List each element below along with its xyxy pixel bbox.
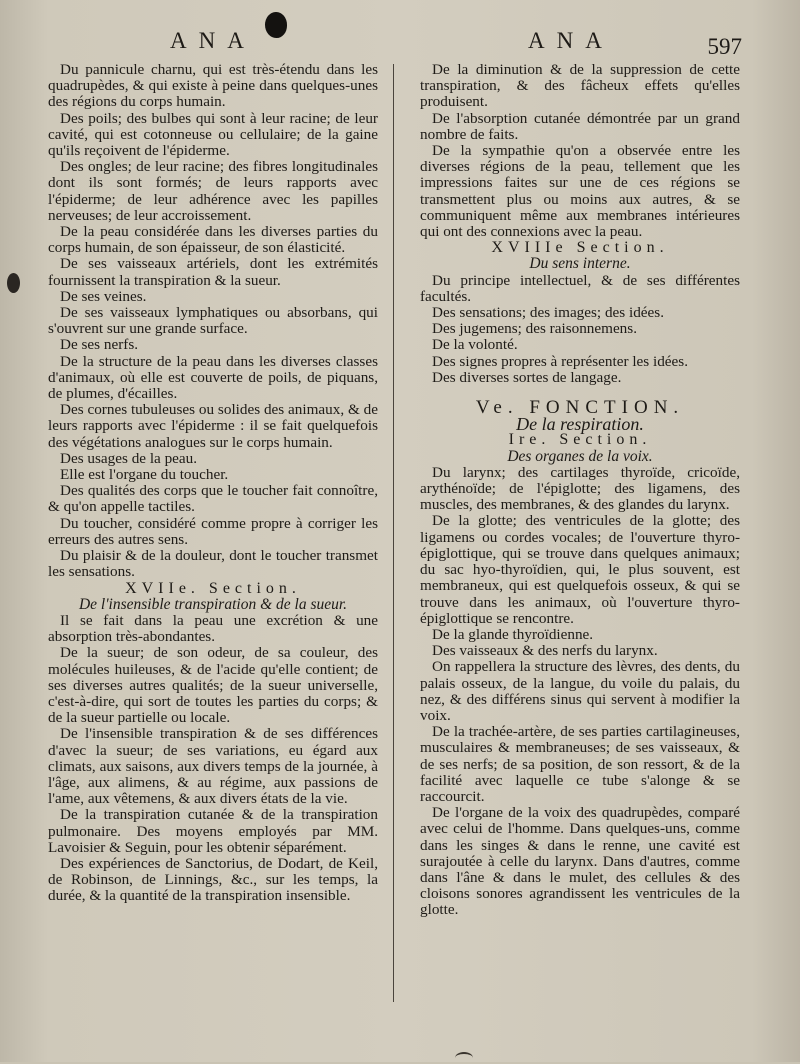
paragraph: Des signes propres à représenter les idées. <box>432 352 688 370</box>
column-divider <box>393 64 394 1002</box>
paragraph: Des vaisseaux & des nerfs du larynx. <box>432 642 658 660</box>
section-heading: Ire. Section. <box>508 431 652 449</box>
paragraph: Du toucher, considéré comme propre à corriger les erreurs des autres sens. <box>48 514 378 548</box>
paragraph: Du pannicule charnu, qui est très-étendu dans les quadrupèdes, & qui existe à peine dans quelques-unes des régions du corps humain. <box>48 61 378 111</box>
paragraph: De ses vaisseaux lymphatiques ou absorbans, qui s'ouvrent sur une grande surface. <box>48 304 378 338</box>
paragraph: Des usages de la peau. <box>60 449 198 467</box>
catchword-mark <box>455 1052 473 1064</box>
paragraph: De la glotte; des ventricules de la glotte; des ligamens ou cordes vocales; de l'ouverture thyro-épiglottique, qui se trouve dans quelques animaux; du sac hyo-thyroïdien, qui, le plus souvent, est membraneux, qui est quelquefois osseux, & qui se trouve dans les animaux, où l'ouverture thyro-épiglottique se rencontre. <box>420 512 740 627</box>
paragraph: Des poils; des bulbes qui sont à leur racine; de leur cavité, qui est cotonneuse ou cellulaire; de la gaine qu'ils reçoivent de l'épiderme. <box>48 109 378 160</box>
paragraph: De la volonté. <box>432 336 518 354</box>
paragraph: Des qualités des corps que le toucher fait connoître, & qu'on appelle tactiles. <box>48 482 378 516</box>
section-heading: XVIIe. Section. <box>125 579 301 597</box>
paragraph: De l'organe de la voix des quadrupèdes, comparé avec celui de l'homme. Dans quelques-uns, comme dans les singes & dans le renne, une cavité est surajoutée à celle du larynx. Dans d'autres, comme dans l'âne & dans le mulet, des cellules & des cloisons sonores agrandissent les ventricules de la glotte. <box>420 804 740 919</box>
paragraph: Elle est l'organe du toucher. <box>60 466 229 484</box>
paragraph: De l'insensible transpiration & de ses différences d'avec la sueur; de ses variations, eu égard aux climats, aux saisons, aux divers temps de la journée, à l'âge, aux alimens, & au régime, aux passions de l'ame, aux vêtemens, & aux divers états de la vie. <box>48 725 378 808</box>
section-subtitle: Des organes de la voix. <box>507 447 653 465</box>
paragraph: Des ongles; de leur racine; des fibres longitudinales dont ils sont formés; de leurs rapports avec l'épiderme; de leur adhérence avec les papilles nerveuses; de leur accroissement. <box>48 158 378 224</box>
paragraph: De ses veines. <box>60 287 147 305</box>
section-heading: XVIIIe Section. <box>491 239 669 257</box>
paragraph: De la peau considérée dans les diverses parties du corps humain, de son épaisseur, de son élasticité. <box>48 223 378 257</box>
running-head-left: ANA <box>170 28 256 53</box>
paragraph: Des diverses sortes de langage. <box>432 368 622 386</box>
paragraph: De ses nerfs. <box>60 336 139 354</box>
running-head-right: ANA <box>528 28 614 53</box>
paragraph: De la trachée-artère, de ses parties cartilagineuses, musculaires & membraneuses; de ses vaisseaux, & de ses nerfs; de sa position, de son ressort, & de la facilité avec laquelle ce tube s'alonge & se raccourcit. <box>420 723 740 805</box>
paragraph: De la sueur; de son odeur, de sa couleur, des molécules huileuses, & de l'acide qu'elle contient; de ses diverses autres qualités; de la sueur universelle, c'est-à-dire, qui sort de toutes les parties du corps; & de la sueur partielle ou locale. <box>48 644 378 727</box>
paragraph: Du larynx; des cartilages thyroïde, cricoïde, arythénoïde; de l'épiglotte; des ligamens, des muscles, des membranes, & des glandes du larynx. <box>420 463 740 514</box>
section-subtitle: De l'insensible transpiration & de la sueur. <box>78 595 348 613</box>
paragraph: Du principe intellectuel, & de ses différentes facultés. <box>420 271 740 305</box>
left-column <box>48 62 378 905</box>
paragraph: De la glande thyroïdienne. <box>432 625 594 643</box>
paragraph: Des cornes tubuleuses ou solides des animaux, & de leurs rapports avec l'épiderme : il se fait quelquefois des végétations analogues sur le corps humain. <box>48 401 378 451</box>
paragraph: Du plaisir & de la douleur, dont le toucher transmet les sensations. <box>48 547 378 581</box>
paragraph: On rappellera la structure des lèvres, des dents, du palais osseux, de la langue, du voile du palais, du nez, & des différens sinus qui servent à modifier la voix. <box>420 658 740 724</box>
ink-blot <box>265 12 287 38</box>
function-heading: Ve. FONCTION. <box>475 397 685 419</box>
section-subtitle: Du sens interne. <box>529 255 631 273</box>
paragraph: De la structure de la peau dans les diverses classes d'animaux, où elle est couverte de poils, de piquans, de plumes, d'écailles. <box>48 352 378 403</box>
paragraph: De l'absorption cutanée démontrée par un grand nombre de faits. <box>420 109 740 143</box>
paragraph: Il se fait dans la peau une excrétion & une absorption très-abondantes. <box>48 611 378 646</box>
paragraph: De la diminution & de la suppression de cette transpiration, & des fâcheux effets qu'elles produisent. <box>420 61 740 111</box>
paragraph: Des sensations; des images; des idées. <box>432 304 664 322</box>
paragraph: De la sympathie qu'on a observée entre les diverses régions de la peau, tellement que les impressions faites sur une de ces régions se transmettent plus ou moins aux autres, & se communiquent même aux membranes intérieures qui ont des connexions avec la peau. <box>420 142 740 241</box>
ink-blot <box>7 273 20 293</box>
paragraph: De la transpiration cutanée & de la transpiration pulmonaire. Des moyens employés par MM. Lavoisier & Seguin, pour les obtenir séparément. <box>48 806 378 856</box>
function-subtitle: De la respiration. <box>516 414 644 435</box>
paragraph: Des jugemens; des raisonnemens. <box>432 320 637 338</box>
paragraph: De ses vaisseaux artériels, dont les extrémités fournissent la transpiration & la sueur. <box>48 255 378 289</box>
right-column <box>420 62 740 919</box>
page-number: 597 <box>707 34 742 59</box>
paragraph: Des expériences de Sanctorius, de Dodart, de Keil, de Robinson, de Linnings, &c., sur les temps, la durée, & la quantité de la transpiration insensible. <box>48 854 378 905</box>
